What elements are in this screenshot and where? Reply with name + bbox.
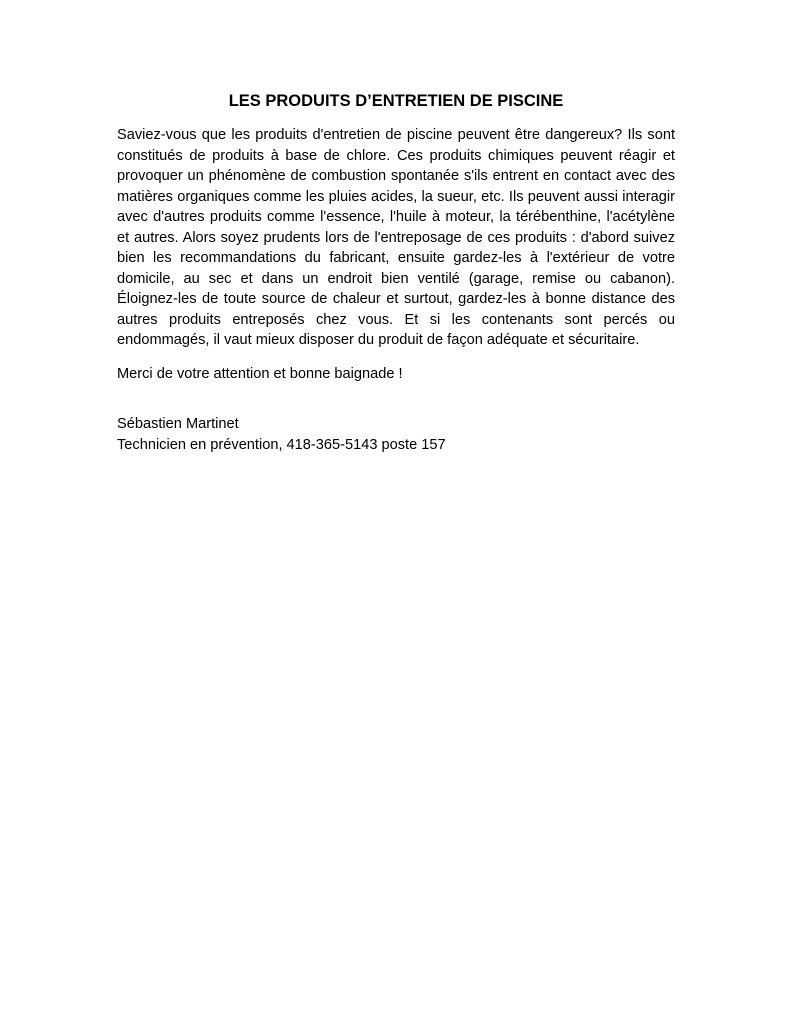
document-title: LES PRODUITS D’ENTRETIEN DE PISCINE xyxy=(228,92,564,110)
signature-role: Technicien en prévention, 418-365-5143 poste 157 xyxy=(117,436,446,453)
signature-name: Sébastien Martinet xyxy=(117,416,239,432)
body-paragraph: Saviez-vous que les produits d'entretien de piscine peuvent être dangereux? Ils sont constitués de produits à base de chlore. Ces produits chimiques peuvent réagir et provoquer un phénomène de combustion spontanée s'ils entrent en contact avec des matières organiques comme les pluies acides, la sueur, etc. Ils peuvent aussi interagir avec d'autres produits comme l'essence, l'huile à moteur, la térébenthine, l'acétylène et autres. Alors soyez prudents lors de l'entreposage de ces produits : d'abord suivez bien les recommandations du fabricant, ensuite gardez-les à l'extérieur de votre domicile, au sec et dans un endroit bien ventilé (garage, remise ou cabanon). Éloignez-les de toute source de chaleur et surtout, gardez-les à bonne distance des autres produits entreposés chez vous. Et si les contenants sont percés ou endommagés, il vaut mieux disposer du produit de façon adéquate et sécuritaire. xyxy=(117,127,675,348)
document-page xyxy=(117,92,675,455)
closing-line: Merci de votre attention et bonne baignade ! xyxy=(117,365,403,382)
signature-block xyxy=(117,414,675,455)
